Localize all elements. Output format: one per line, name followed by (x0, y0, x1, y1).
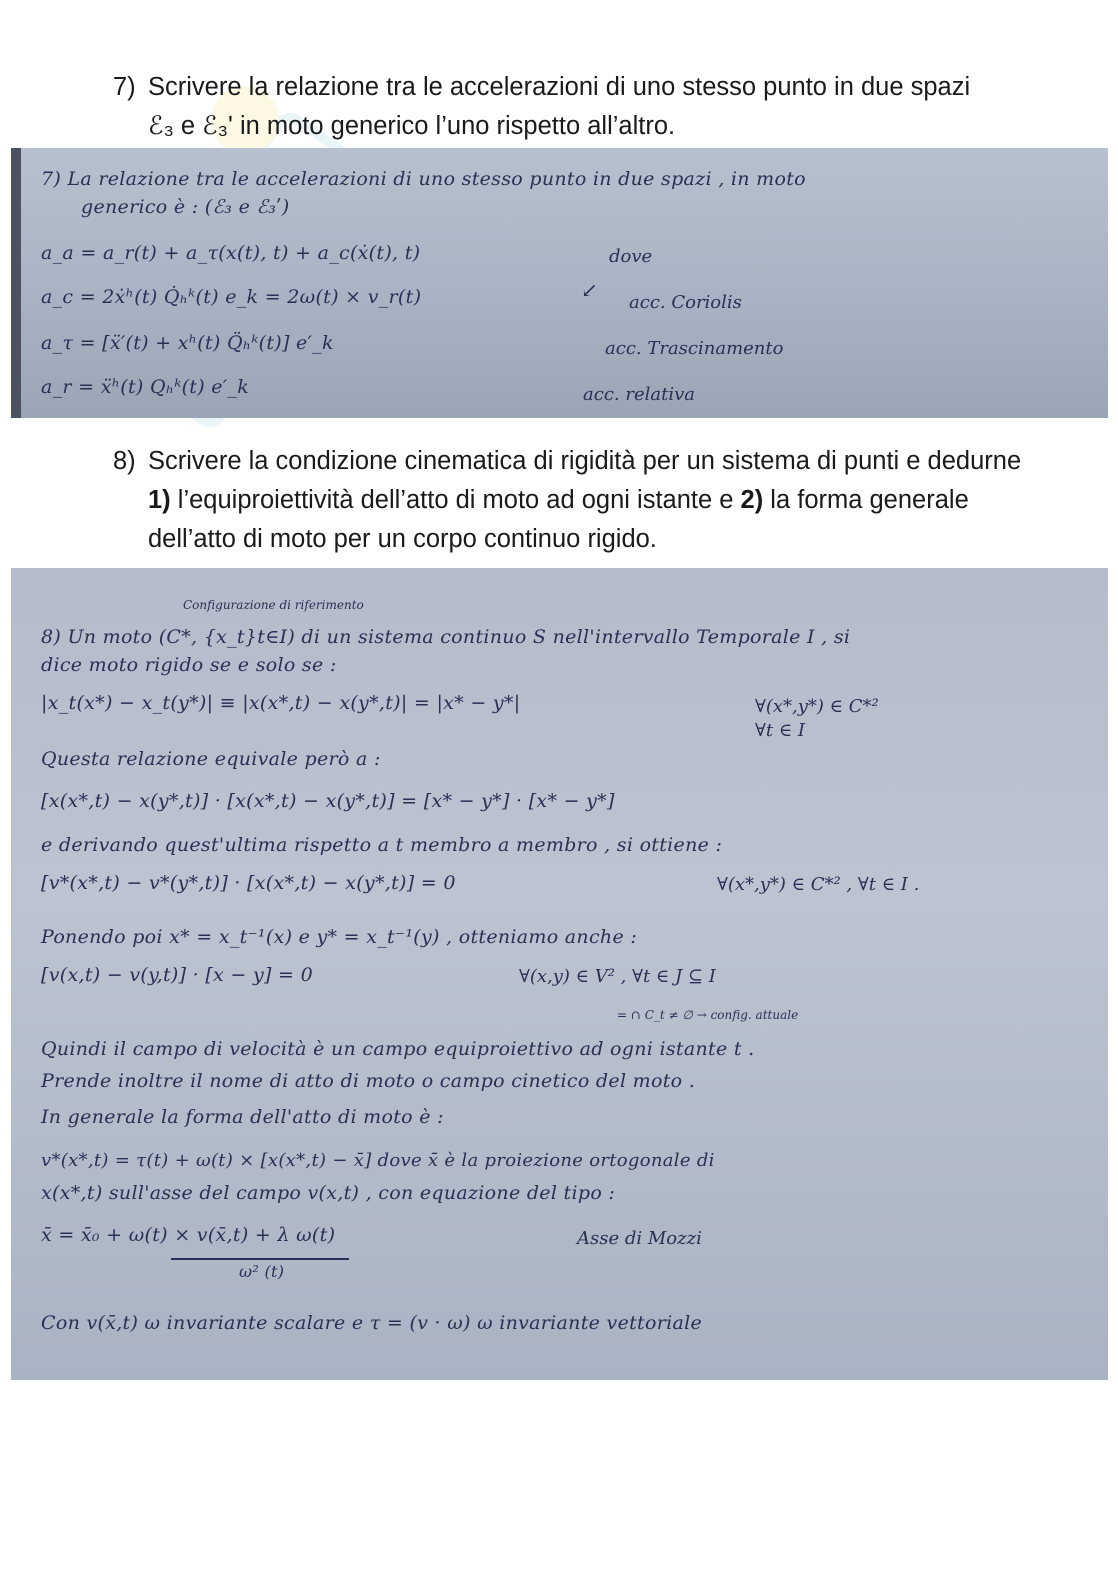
answer-8-line: In generale la forma dell'atto di moto è : (41, 1106, 444, 1128)
answer-8-right-note: Asse di Mozzi (577, 1228, 702, 1249)
answer-8-annotation: Configurazione di riferimento (183, 598, 364, 612)
answer-8-line: [x(x*,t) − x(y*,t)] · [x(x*,t) − x(y*,t)] = [x* − y*] · [x* − y*] (41, 790, 615, 812)
question-7-line-1: Scrivere la relazione tra le accelerazioni di uno stesso punto in due spazi (148, 73, 971, 101)
question-8 (113, 442, 1033, 559)
question-7-line-2: ℰ₃ e ℰ₃ʹ in moto generico l’uno rispetto all’altro. (148, 112, 676, 140)
handwritten-answer-8-photo (11, 568, 1108, 1380)
answer-7-note: dove (609, 246, 653, 267)
question-8-number: 8) (113, 447, 136, 475)
answer-8-line: Quindi il campo di velocità è un campo equiproiettivo ad ogni istante t . (41, 1038, 755, 1060)
arrow-icon: ↙ (581, 278, 598, 302)
answer-8-line: Ponendo poi x* = x_t⁻¹(x) e y* = x_t⁻¹(y) , otteniamo anche : (41, 926, 638, 948)
answer-7-note: acc. Trascinamento (605, 338, 784, 359)
answer-8-line: Questa relazione equivale però a : (41, 748, 381, 770)
answer-7-line: generico è : (ℰ₃ e ℰ₃ʹ) (81, 196, 290, 218)
answer-8-line: Con v(x̄,t) ω invariante scalare e τ = (v · ω) ω invariante vettoriale (41, 1312, 703, 1334)
answer-8-line: 8) Un moto (C*, {x_t}t∈I) di un sistema continuo S nell'intervallo Temporale I , si (41, 626, 851, 648)
answer-7-line: a_τ = [ẍ′(t) + xʰ(t) Q̈ₕᵏ(t)] e′_k (41, 332, 334, 354)
answer-8-line: x(x*,t) sull'asse del campo v(x,t) , con equazione del tipo : (41, 1182, 616, 1204)
answer-8-line: [v*(x*,t) − v*(y*,t)] · [x(x*,t) − x(y*,t)] = 0 (41, 872, 456, 894)
question-8-text-part: Scrivere la condizione cinematica di rigidità per un sistema di punti e dedurne (148, 447, 1022, 475)
answer-8-right-note: = ∩ C_t ≠ ∅ → config. attuale (617, 1008, 799, 1022)
answer-7-line: a_a = a_r(t) + a_τ(x(t), t) + a_c(ẋ(t), t) (41, 242, 421, 264)
answer-8-right-note: ∀(x*,y*) ∈ C*² , ∀t ∈ I . (717, 874, 920, 895)
answer-8-right-note: ∀(x*,y*) ∈ C*² (755, 696, 879, 717)
handwritten-answer-7-photo (11, 148, 1108, 418)
answer-7-note: acc. Coriolis (629, 292, 742, 313)
notebook-edge (11, 148, 21, 418)
answer-8-line: x̄ = x̄₀ + ω(t) × v(x̄,t) + λ ω(t) (41, 1224, 336, 1246)
question-7-number: 7) (113, 73, 136, 101)
answer-8-line: v*(x*,t) = τ(t) + ω(t) × [x(x*,t) − x̄] dove x̄ è la proiezione ortogonale di (41, 1150, 715, 1171)
question-8-bold-1: 1) (148, 486, 171, 514)
answer-8-right-note: ∀(x,y) ∈ V² , ∀t ∈ J ⊆ I (519, 966, 716, 987)
fraction-bar (171, 1258, 349, 1260)
answer-7-line: a_c = 2ẋʰ(t) Q̇ₕᵏ(t) e_k = 2ω(t) × v_r(t) (41, 286, 422, 308)
answer-7-line: a_r = ẍʰ(t) Qₕᵏ(t) e′_k (41, 376, 250, 398)
question-8-text-part: l’equiproiettività dell’atto di moto ad ogni istante e (170, 486, 741, 514)
answer-8-line: |x_t(x*) − x_t(y*)| ≡ |x(x*,t) − x(y*,t)| = |x* − y*| (41, 692, 521, 714)
question-7 (113, 68, 1033, 146)
answer-7-line: 7) La relazione tra le accelerazioni di uno stesso punto in due spazi , in moto (41, 168, 806, 190)
question-8-bold-2: 2) (740, 486, 764, 514)
answer-8-line: e derivando quest'ultima rispetto a t membro a membro , si ottiene : (41, 834, 723, 856)
answer-8-line: ω² (t) (239, 1262, 285, 1281)
answer-8-line: dice moto rigido se e solo se : (41, 654, 337, 676)
question-8-text-part: la forma generale dell’atto di moto per un corpo continuo rigido. (148, 486, 969, 553)
question-8-text (148, 442, 1033, 559)
answer-7-note: acc. relativa (583, 384, 695, 405)
answer-8-line: Prende inoltre il nome di atto di moto o campo cinetico del moto . (41, 1070, 696, 1092)
answer-8-line: [v(x,t) − v(y,t)] · [x − y] = 0 (41, 964, 313, 986)
answer-8-right-note: ∀t ∈ I (755, 720, 805, 741)
